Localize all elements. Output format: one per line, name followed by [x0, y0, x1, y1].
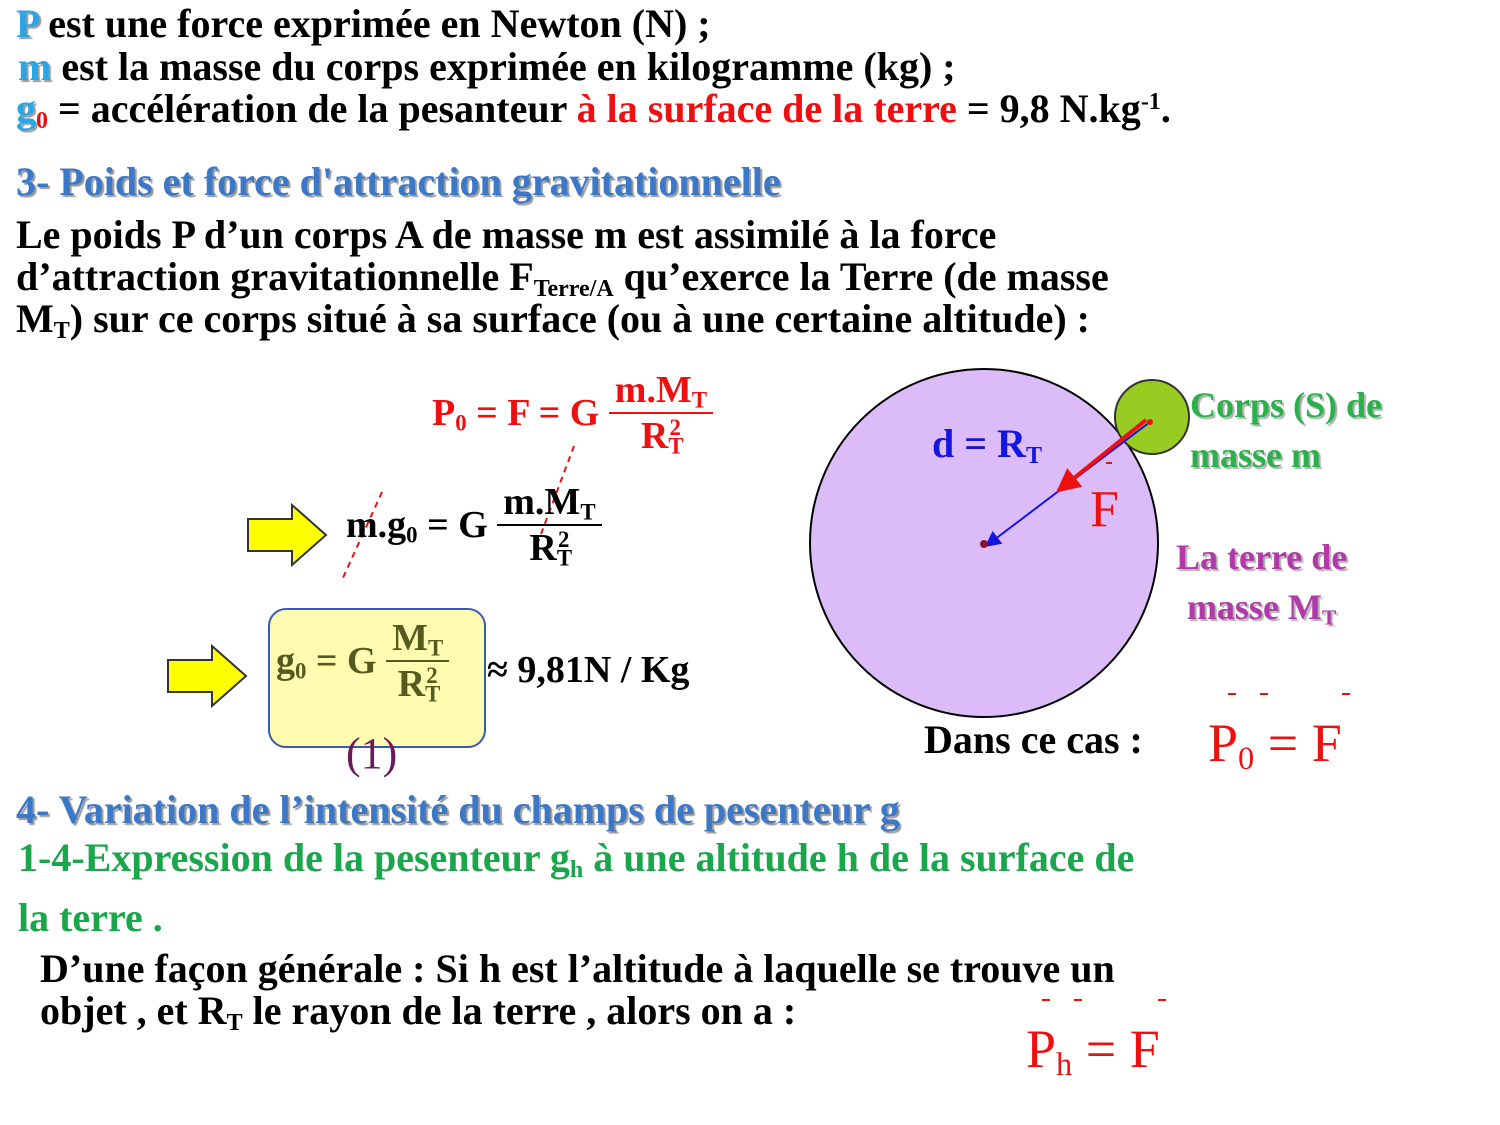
body-label: [1190, 380, 1382, 480]
formula-sub: 0: [455, 410, 467, 436]
formula-g0: [276, 616, 449, 706]
formula-text: = G: [417, 504, 488, 546]
formula-text: M: [392, 617, 428, 659]
earth-label-line: [1176, 582, 1347, 632]
formula-text: m.g: [346, 504, 407, 546]
earth-label-sub: T: [1321, 605, 1337, 630]
section4-para-line2: [40, 988, 797, 1036]
para-sub: T: [53, 318, 70, 344]
force-label: F: [1090, 481, 1119, 538]
formula-sup: 2: [558, 527, 570, 553]
formula-text: P: [432, 392, 456, 434]
dans-ce-cas-label: Dans ce cas :: [924, 717, 1143, 762]
earth-center: [980, 540, 988, 548]
para-sub: Terre/A: [533, 276, 614, 302]
formula-fraction: [386, 616, 449, 706]
subheading-text: à une altitude h de la surface de: [583, 835, 1135, 880]
fraction-denominator: [609, 414, 713, 458]
formula-approx: ≈ 9,81N / Kg: [487, 649, 690, 691]
body-center: [1147, 419, 1153, 425]
equation-text: = F: [1254, 713, 1342, 773]
para-text: d’attraction gravitationnelle F: [16, 254, 534, 299]
formula-sub: T: [668, 433, 684, 459]
section4-heading: 4- Variation de l’intensité du champs de pesenteur g: [16, 787, 900, 832]
earth-label-text: masse M: [1186, 587, 1322, 627]
body-circle: [1115, 380, 1189, 454]
formula-text: = F = G: [466, 392, 600, 434]
formula-sub: 0: [406, 522, 418, 548]
g-end: .: [1160, 86, 1171, 131]
formula-sub: 0: [295, 658, 307, 684]
diagram-text: d = R: [932, 421, 1026, 466]
equation-sub: 0: [1238, 741, 1255, 778]
fraction-denominator: [497, 526, 601, 570]
section3-para-line3: [16, 296, 1090, 344]
p-text: est une force exprimée en Newton (N) ;: [38, 1, 711, 46]
body-label-line: Corps (S) de: [1190, 385, 1383, 425]
p-symbol: P: [16, 1, 39, 46]
para-text: le rayon de la terre , alors on a :: [242, 988, 797, 1033]
formula-sub: T: [425, 681, 441, 707]
formula-mg0: [346, 480, 602, 570]
g-text-b: = 9,8 N.kg: [956, 86, 1141, 131]
formula-lhs: [276, 640, 377, 682]
formula-text: R: [529, 527, 557, 569]
section4-subheading: [18, 834, 1134, 881]
fraction-denominator: [386, 662, 449, 706]
g-text-red: à la surface de la terre: [576, 86, 957, 131]
g-text-a: = accélération de la pesanteur: [48, 86, 577, 131]
distance-label: [932, 420, 1042, 467]
formula-sup: 2: [669, 415, 681, 441]
section4-subheading-line2: la terre .: [18, 895, 163, 940]
earth-label-line: La terre de: [1176, 537, 1348, 577]
earth-diagram: [800, 360, 1200, 740]
earth-label: [1176, 532, 1347, 632]
formula-fraction: [609, 368, 713, 458]
def-m: [18, 46, 956, 88]
equation-p0-f: [1208, 712, 1342, 778]
equation-text: P: [1026, 1019, 1057, 1079]
g-symbol: g: [16, 86, 36, 131]
formula-sub: T: [428, 635, 444, 661]
section3-heading: 3- Poids et force d'attraction gravitationnelle: [16, 159, 781, 204]
para-text: qu’exerce la Terre (de masse: [613, 254, 1109, 299]
section4-para-line1: D’une façon générale : Si h est l’altitude à laquelle se trouve un: [40, 946, 1115, 991]
g-sup: -1: [1140, 88, 1161, 115]
fraction-numerator: [497, 480, 601, 526]
para-text: objet , et R: [40, 988, 227, 1033]
def-g: [16, 86, 1171, 134]
formula-sub: T: [556, 545, 573, 571]
para-sub: T: [226, 1010, 243, 1036]
m-symbol: m: [18, 44, 52, 89]
formula-text: m.M: [503, 481, 581, 523]
g-sub: 0: [36, 108, 48, 134]
formula-sub: T: [580, 499, 596, 525]
arrow-right-icon: [166, 644, 250, 708]
section3-para-line2: [16, 254, 1109, 302]
equation-text: P: [1208, 713, 1239, 773]
equation-ph-f: [1026, 1018, 1160, 1084]
equation-sub: h: [1056, 1047, 1073, 1084]
formula-lhs: [346, 504, 488, 546]
formula-fraction: [497, 480, 601, 570]
diagram-sub: T: [1025, 443, 1042, 469]
equation-text: = F: [1072, 1019, 1160, 1079]
subheading-sub: h: [569, 857, 584, 883]
para-text: M: [16, 296, 54, 341]
formula-sup: 2: [426, 663, 438, 689]
formula-sub: T: [691, 387, 708, 413]
formula-text: R: [397, 663, 426, 705]
formula-text: = G: [306, 640, 377, 682]
fraction-numerator: [386, 616, 449, 662]
section3-para-line1: Le poids P d’un corps A de masse m est assimilé à la force: [16, 212, 997, 257]
formula-text: R: [640, 415, 669, 457]
vector-bars: [1036, 996, 1176, 1006]
subheading-text: 1-4-Expression de la pesenteur g: [18, 835, 570, 880]
fraction-numerator: [609, 368, 713, 414]
vector-bars: [1220, 690, 1370, 702]
m-text: est la masse du corps exprimée en kilogramme (kg) ;: [51, 44, 956, 89]
def-p: [16, 3, 711, 45]
formula-text: m.M: [614, 369, 692, 411]
formula-text: g: [276, 640, 295, 682]
arrow-right-icon: [246, 503, 330, 567]
equation-label: (1): [346, 729, 398, 778]
body-label-line: masse m: [1190, 435, 1321, 475]
para-text: ) sur ce corps situé à sa surface (ou à une certaine altitude) :: [69, 296, 1090, 341]
formula-lhs: [432, 392, 599, 434]
